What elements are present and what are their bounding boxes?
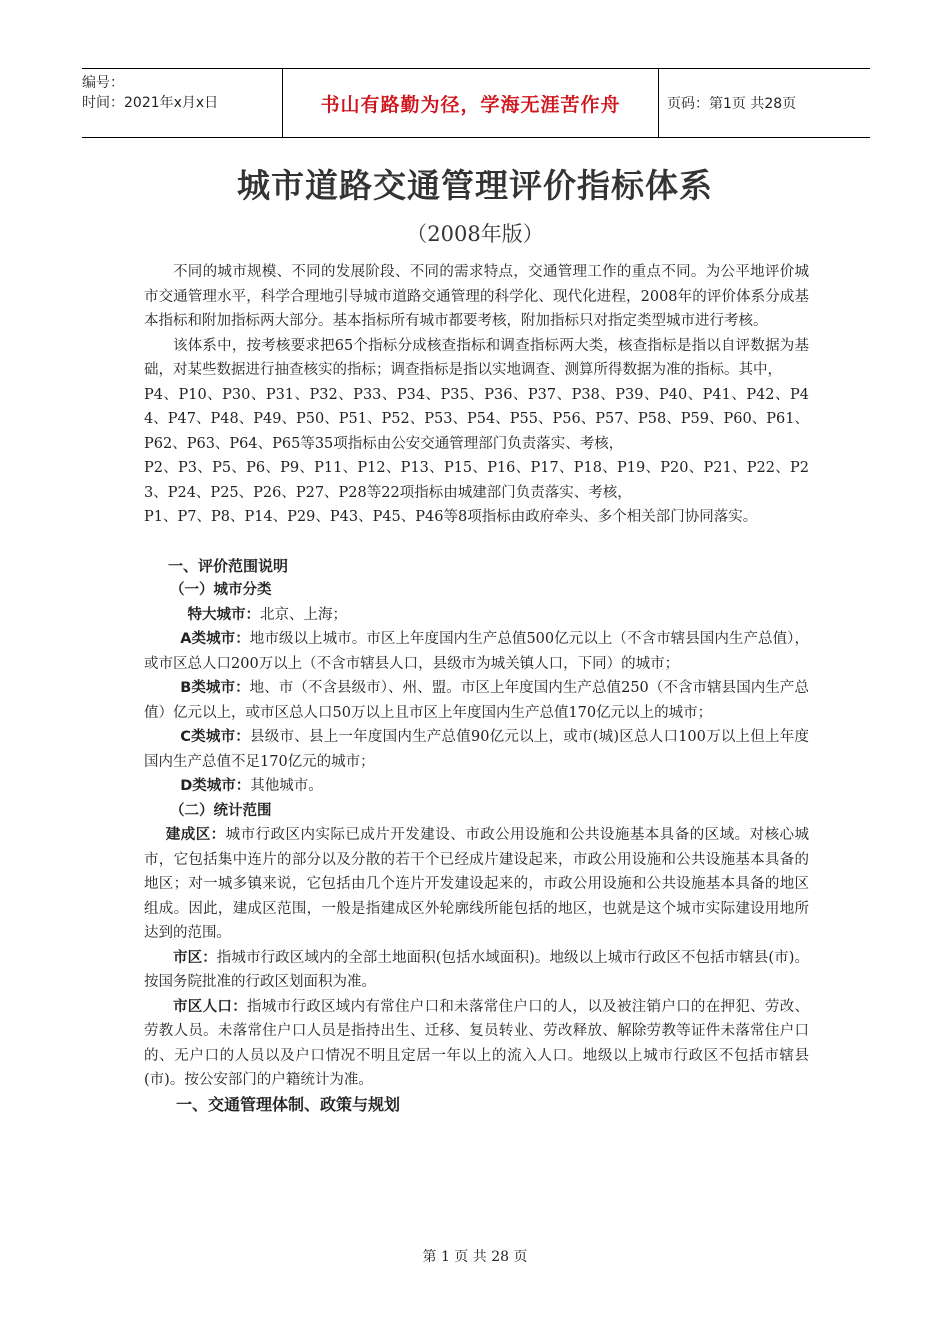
term-label: A类城市： bbox=[180, 631, 250, 647]
construction-indicator-list: P2、P3、P5、P6、P9、P11、P12、P13、P15、P16、P17、P18、P19、P20、P21、P22、P23、P24、P25、P26、P27、P28等22项指标由城建部门负责落实、考核， bbox=[144, 460, 809, 501]
section-gap bbox=[144, 530, 809, 554]
section-heading-scope: 一、评价范围说明 bbox=[168, 556, 289, 575]
government-indicator-list: P1、P7、P8、P14、P29、P43、P45、P46等8项指标由政府牵头、多个相关部门协同落实。 bbox=[144, 509, 758, 525]
term-text: 指城市行政区域内的全部土地面积(包括水域面积)。地级以上城市行政区不包括市辖县(市)。按国务院批准的行政区划面积为准。 bbox=[144, 949, 810, 990]
document-subtitle: （2008年版） bbox=[406, 222, 544, 246]
header-motto: 书山有路勤为径，学海无涯苦作舟 bbox=[282, 69, 659, 137]
term-label: C类城市： bbox=[180, 729, 251, 745]
city-class-c bbox=[144, 725, 809, 774]
term-text: 县级市、县上一年度国内生产总值90亿元以上，或市(城)区总人口100万以上但上年度国内生产总值不足170亿元的城市； bbox=[144, 729, 809, 770]
term-label: 市区人口： bbox=[173, 998, 247, 1015]
document-title: 城市道路交通管理评价指标体系 bbox=[237, 166, 713, 205]
header-page-number: 页码：第1页 共28页 bbox=[667, 96, 797, 112]
document-body bbox=[144, 260, 809, 1117]
city-class-a bbox=[144, 627, 809, 676]
term-label: D类城市： bbox=[180, 778, 251, 794]
police-indicator-list: P4、P10、P30、P31、P32、P33、P34、P35、P36、P37、P38、P39、P40、P41、P42、P44、P47、P48、P49、P50、P51、P52、P53、P54、P55、P56、P57、P58、P59、P60、P61、P62、P63、P64、P65等35项指标由公安交通管理部门负责落实、考核， bbox=[144, 386, 809, 452]
definition-urban-population bbox=[144, 995, 809, 1093]
system-paragraph: 该体系中，按考核要求把65个指标分成核查指标和调查指标两大类，核查指标是指以自评数据为基础，对某些数据进行抽查核实的指标；调查指标是指以实地调查、测算所得数据为准的指标。其中， bbox=[144, 337, 809, 378]
intro-paragraph: 不同的城市规模、不同的发展阶段、不同的需求特点，交通管理工作的重点不同。为公平地评价城市交通管理水平，科学合理地引导城市道路交通管理的科学化、现代化进程，2008年的评价体系分成基本指标和附加指标两大部分。基本指标所有城市都要考核，附加指标只对指定类型城市进行考核。 bbox=[144, 264, 809, 329]
city-class-b bbox=[144, 676, 809, 725]
page-header bbox=[82, 68, 870, 138]
term-text: 其他城市。 bbox=[250, 778, 323, 794]
subsection-heading-city-classes: （一）城市分类 bbox=[170, 582, 272, 598]
term-label: 建成区： bbox=[165, 827, 226, 843]
city-class-megacity bbox=[144, 603, 809, 628]
subsection-heading-statistics: （二）统计范围 bbox=[170, 802, 272, 819]
term-text: 北京、上海； bbox=[260, 606, 347, 623]
term-label: B类城市： bbox=[180, 680, 250, 696]
term-text: 地市级以上城市。市区上年度国内生产总值500亿元以上（不含市辖县国内生产总值），或市区总人口200万以上（不含市辖县人口，县级市为城关镇人口，下同）的城市； bbox=[144, 631, 809, 672]
page-footer: 第 1 页 共 28 页 bbox=[422, 1249, 528, 1265]
section-heading-management: 一、交通管理体制、政策与规划 bbox=[176, 1094, 401, 1114]
document-number-label: 编号： bbox=[82, 75, 124, 91]
term-text: 指城市行政区域内有常住户口和未落常住户口的人，以及被注销户口的在押犯、劳改、劳教人员。未落常住户口人员是指持出生、迁移、复员转业、劳改释放、解除劳教等证件未落常住户口的、无户口的人员以及户口情况不明且定居一年以上的流入人口。地级以上城市行政区不包括市辖县(市)。按公安部门的户籍统计为准。 bbox=[144, 998, 810, 1088]
header-meta bbox=[82, 69, 282, 137]
term-label: 特大城市： bbox=[187, 606, 260, 623]
definition-built-up-area bbox=[144, 823, 809, 946]
term-label: 市区： bbox=[173, 949, 217, 966]
definition-urban-district bbox=[144, 946, 809, 995]
term-text: 地、市（不含县级市）、州、盟。市区上年度国内生产总值250（不含市辖县国内生产总值）亿元以上，或市区总人口50万以上且市区上年度国内生产总值170亿元以上的城市； bbox=[144, 680, 809, 721]
term-text: 城市行政区内实际已成片开发建设、市政公用设施和公共设施基本具备的区域。对核心城市，它包括集中连片的部分以及分散的若干个已经成片建设起来，市政公用设施和公共设施基本具备的地区；对一城多镇来说，它包括由几个连片开发建设起来的，市政公用设施和公共设施基本具备的地区组成。因此，建成区范围，一般是指建成区外轮廓线所能包括的地区，也就是这个城市实际建设用地所达到的范围。 bbox=[144, 827, 810, 941]
city-class-d bbox=[144, 774, 809, 799]
document-time-label: 时间：2021年x月x日 bbox=[82, 95, 219, 111]
